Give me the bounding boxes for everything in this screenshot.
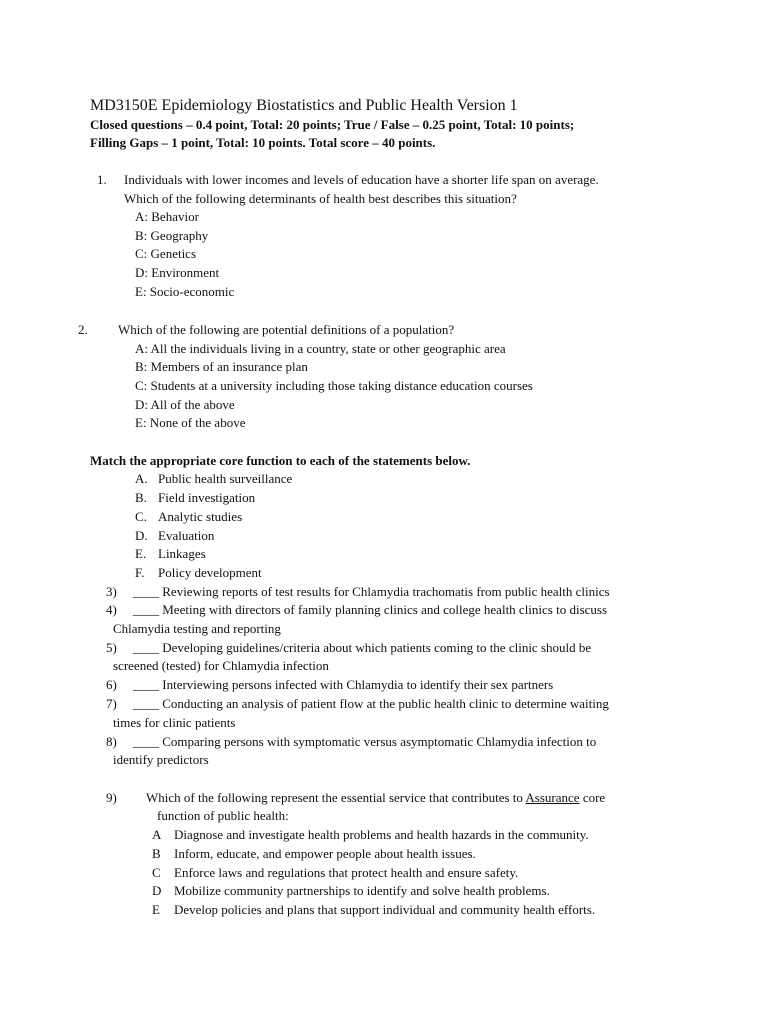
question-1-text: Individuals with lower incomes and levels of education have a shorter life span on average. [124, 172, 599, 187]
question-9-text-cont: function of public health: [157, 808, 289, 823]
statement-5-text: ____ Developing guidelines/criteria about which patients coming to the clinic should be [133, 640, 592, 655]
function-item-f: Policy development [158, 565, 262, 580]
question-1-option-c: C: Genetics [135, 246, 197, 261]
question-1-text-cont: Which of the following determinants of health best describes this situation? [124, 191, 517, 206]
question-9-letter-a: A [152, 827, 162, 842]
function-letter-d: D. [135, 528, 148, 543]
function-letter-f: F. [135, 565, 145, 580]
function-letter-a: A. [135, 471, 148, 486]
function-letter-e: E. [135, 546, 147, 561]
statement-8-text-cont: identify predictors [113, 752, 209, 767]
question-9-text-before: Which of the following represent the essential service that contributes to [146, 790, 526, 805]
question-9-option-d: Mobilize community partnerships to identify and solve health problems. [174, 883, 550, 898]
statement-5-number: 5) [106, 640, 117, 655]
statement-7-text: ____ Conducting an analysis of patient flow at the public health clinic to determine waiting [133, 696, 609, 711]
function-item-c: Analytic studies [158, 509, 243, 524]
function-item-d: Evaluation [158, 528, 215, 543]
question-1-option-e: E: Socio-economic [135, 284, 235, 299]
statement-7-text-cont: times for clinic patients [113, 715, 236, 730]
matching-heading: Match the appropriate core function to each of the statements below. [90, 453, 471, 468]
statement-3-number: 3) [106, 584, 117, 599]
question-9-letter-e: E [152, 902, 160, 917]
statement-5-text-cont: screened (tested) for Chlamydia infection [113, 658, 329, 673]
statement-4-text-cont: Chlamydia testing and reporting [113, 621, 281, 636]
scoring-line-1: Closed questions – 0.4 point, Total: 20 points; True / False – 0.25 point, Total: 10 points; [90, 117, 575, 132]
function-item-a: Public health surveillance [158, 471, 293, 486]
question-2-option-b: B: Members of an insurance plan [135, 359, 308, 374]
question-9-option-b: Inform, educate, and empower people about health issues. [174, 846, 476, 861]
assurance-underlined: Assurance [525, 790, 580, 805]
question-2-option-a: A: All the individuals living in a country, state or other geographic area [135, 341, 506, 356]
question-9-option-e: Develop policies and plans that support individual and community health efforts. [174, 902, 596, 917]
question-9-letter-b: B [152, 846, 161, 861]
statement-3-text: ____ Reviewing reports of test results for Chlamydia trachomatis from public health clinics [133, 584, 610, 599]
question-9-letter-d: D [152, 883, 162, 898]
function-letter-b: B. [135, 490, 147, 505]
question-9-option-c: Enforce laws and regulations that protect health and ensure safety. [174, 865, 519, 880]
function-item-b: Field investigation [158, 490, 256, 505]
question-2-number: 2. [78, 322, 88, 337]
question-1-option-d: D: Environment [135, 265, 220, 280]
question-2-option-d: D: All of the above [135, 397, 235, 412]
question-1-option-a: A: Behavior [135, 209, 199, 224]
document-title: MD3150E Epidemiology Biostatistics and Public Health Version 1 [90, 97, 518, 114]
question-9-text [146, 790, 605, 806]
statement-8-number: 8) [106, 734, 117, 749]
statement-4-number: 4) [106, 602, 117, 617]
statement-6-number: 6) [106, 677, 117, 692]
question-1-number: 1. [97, 172, 107, 187]
statement-4-text: ____ Meeting with directors of family planning clinics and college health clinics to discuss [133, 602, 608, 617]
question-9-number: 9) [106, 790, 117, 805]
question-9-letter-c: C [152, 865, 161, 880]
question-2-option-e: E: None of the above [135, 415, 246, 430]
scoring-line-2: Filling Gaps – 1 point, Total: 10 points. Total score – 40 points. [90, 135, 436, 150]
statement-6-text: ____ Interviewing persons infected with Chlamydia to identify their sex partners [133, 677, 554, 692]
question-9-text-after: core [579, 790, 606, 805]
question-9-option-a: Diagnose and investigate health problems and health hazards in the community. [174, 827, 589, 842]
question-2-text: Which of the following are potential definitions of a population? [118, 322, 455, 337]
function-item-e: Linkages [158, 546, 206, 561]
statement-7-number: 7) [106, 696, 117, 711]
statement-8-text: ____ Comparing persons with symptomatic versus asymptomatic Chlamydia infection to [133, 734, 597, 749]
question-2-option-c: C: Students at a university including those taking distance education courses [135, 378, 533, 393]
question-1-option-b: B: Geography [135, 228, 209, 243]
function-letter-c: C. [135, 509, 147, 524]
